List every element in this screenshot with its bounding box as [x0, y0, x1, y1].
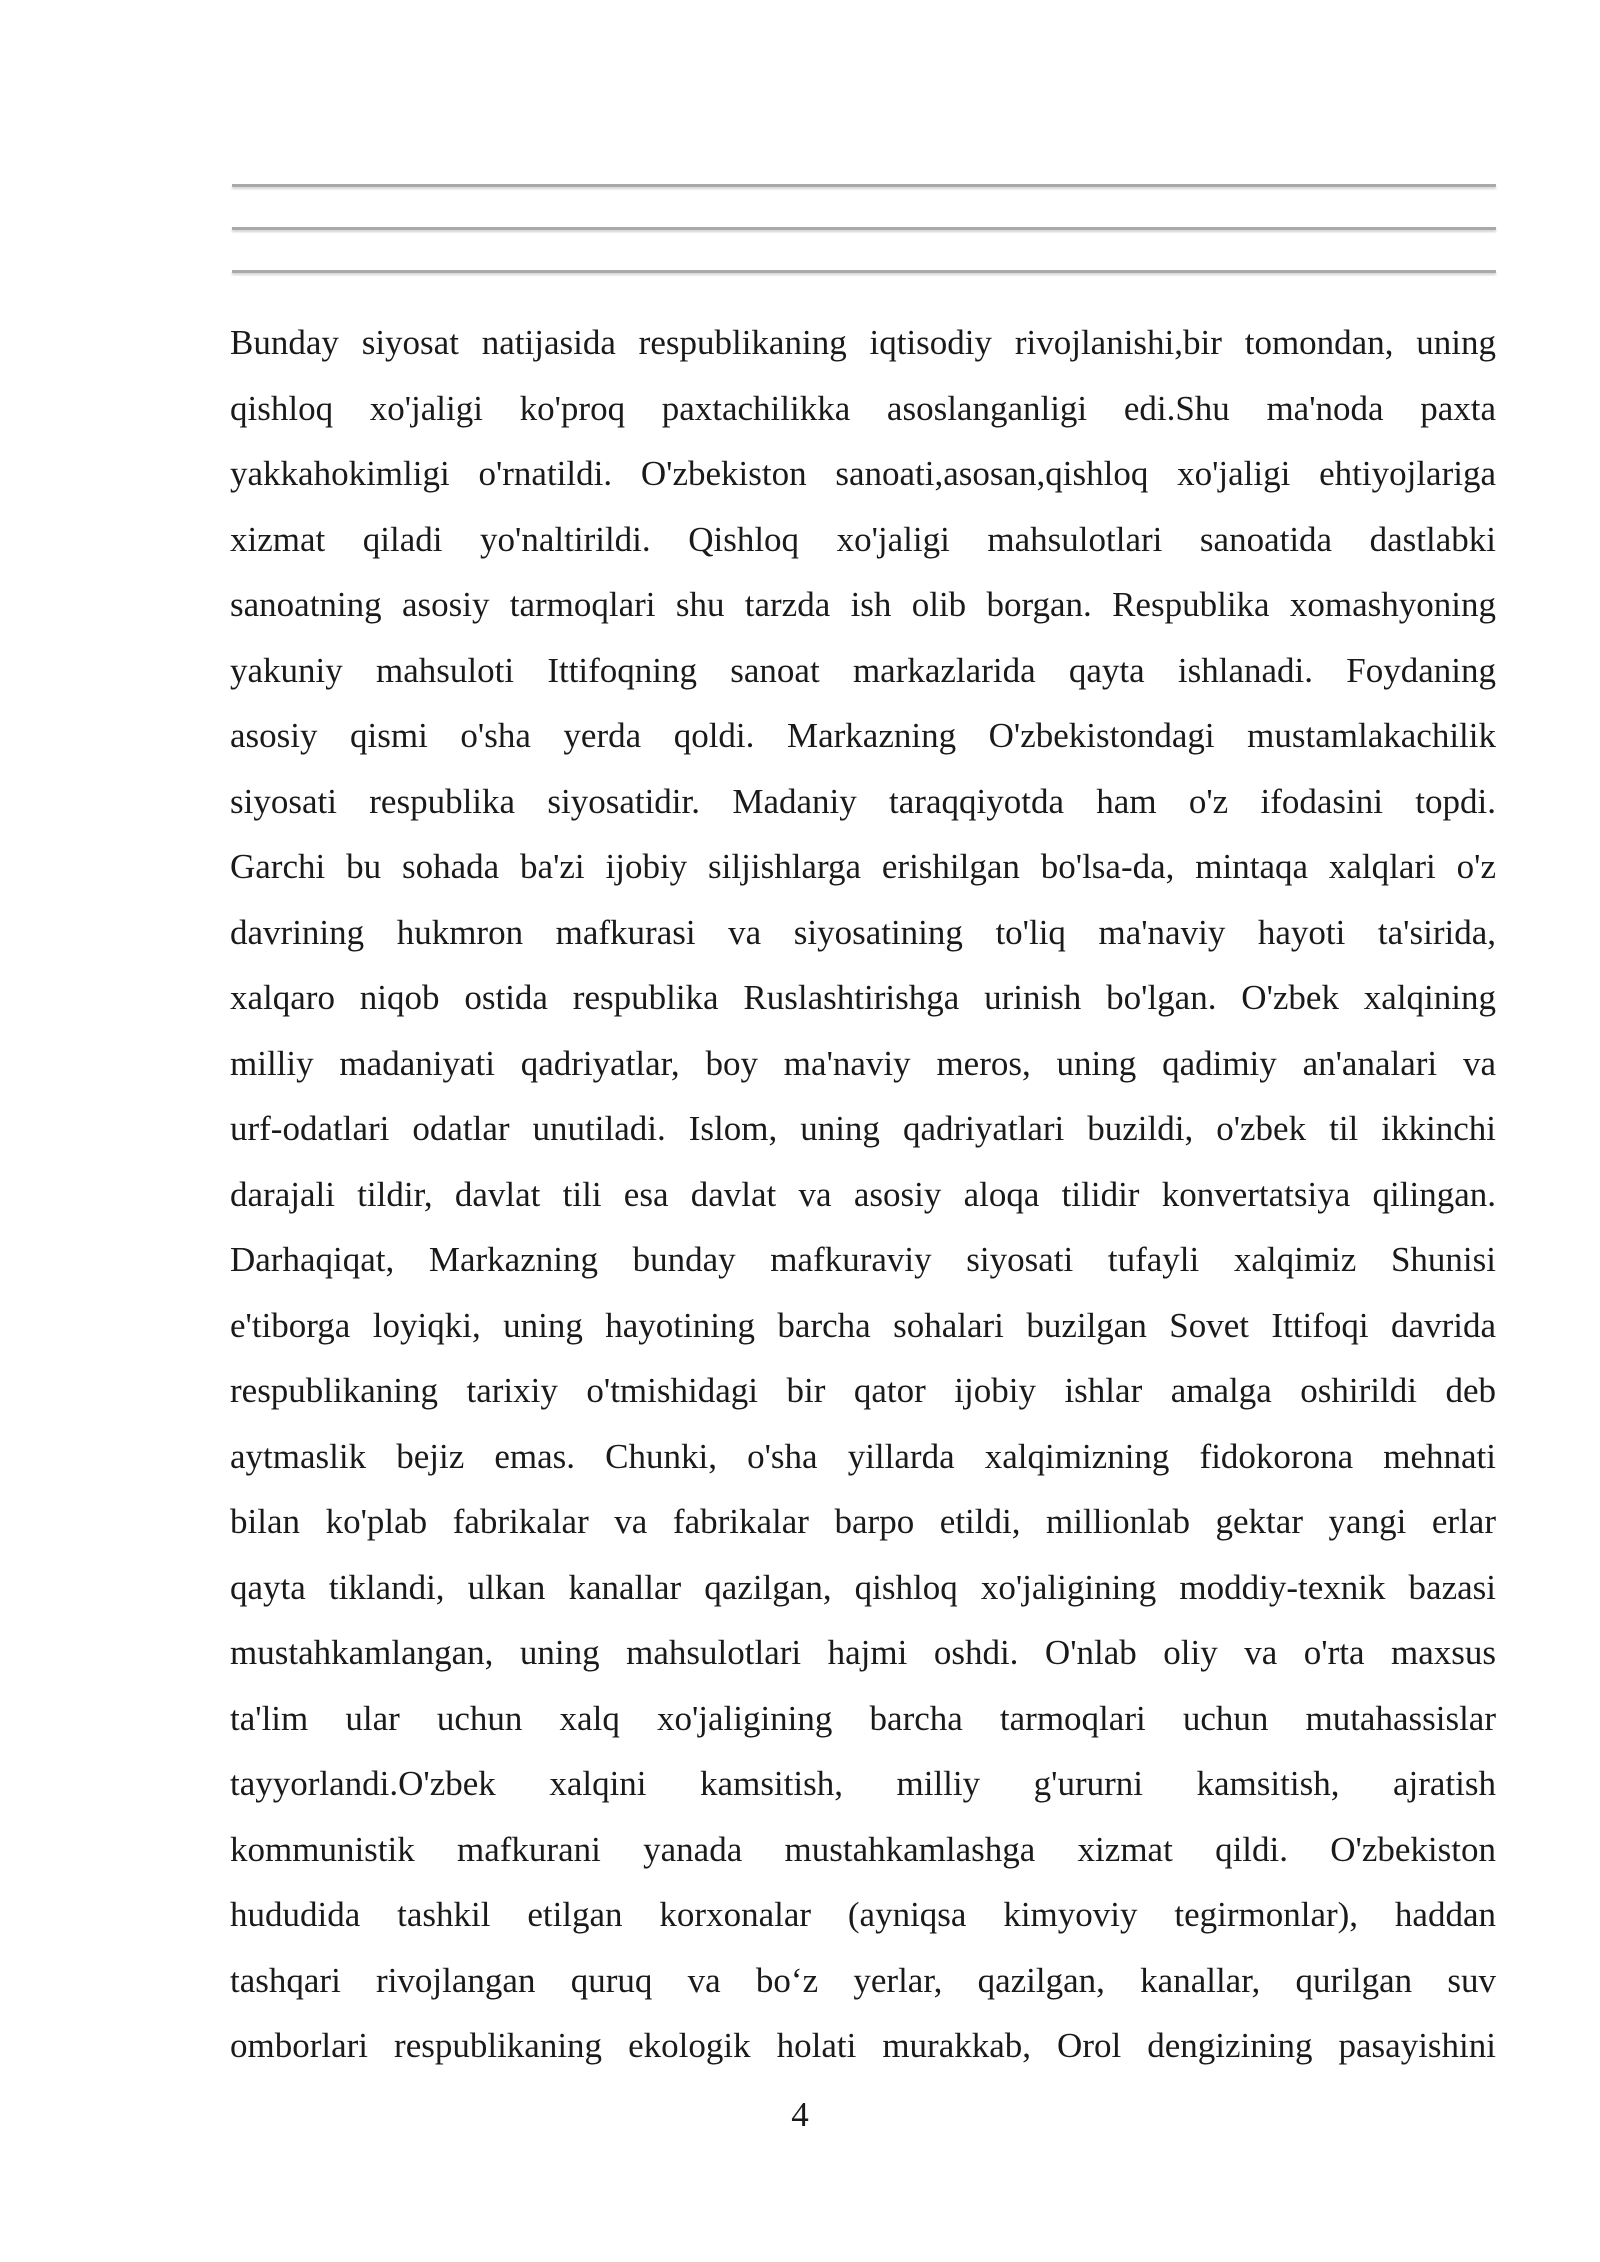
- text-line: asosiy qismi o'sha yerda qoldi. Markazning O'zbekistondagi mustamlakachilik: [230, 716, 1496, 755]
- text-line: siyosati respublika siyosatidir. Madaniy taraqqiyotda ham o'z ifodasini topdi.: [230, 781, 1496, 821]
- text-line: yakkahokimligi o'rnatildi. O'zbekiston sanoati,asosan,qishloq xo'jaligi ehtiyojlariga: [230, 454, 1496, 493]
- text-line: mustahkamlangan, uning mahsulotlari hajmi oshdi. O'nlab oliy va o'rta maxsus: [230, 1633, 1496, 1672]
- text-line: Garchi bu sohada ba'zi ijobiy siljishlarga erishilgan bo'lsa-da, mintaqa xalqlari o'z: [230, 847, 1496, 886]
- text-line: e'tiborga loyiqki, uning hayotining barcha sohalari buzilgan Sovet Ittifoqi davrida: [230, 1305, 1496, 1345]
- page-number: 4: [791, 2095, 809, 2134]
- header-rules: [232, 184, 1496, 313]
- text-line: qishloq xo'jaligi ko'proq paxtachilikka asoslanganligi edi.Shu ma'noda paxta: [230, 388, 1496, 428]
- text-line: darajali tildir, davlat tili esa davlat va asosiy aloqa tilidir konvertatsiya qilingan.: [230, 1174, 1496, 1214]
- text-line: tayyorlandi.O'zbek xalqini kamsitish, milliy g'ururni kamsitish, ajratish: [230, 1764, 1496, 1803]
- text-line: milliy madaniyati qadriyatlar, boy ma'naviy meros, uning qadimiy an'analari va: [230, 1043, 1496, 1083]
- text-line: Darhaqiqat, Markazning bunday mafkuraviy siyosati tufayli xalqimiz Shunisi: [230, 1240, 1496, 1279]
- text-line: xizmat qiladi yo'naltirildi. Qishloq xo'jaligi mahsulotlari sanoatida dastlabki: [230, 519, 1496, 559]
- text-line: tashqari rivojlangan quruq va bo‘z yerlar, qazilgan, kanallar, qurilgan suv: [230, 1960, 1496, 2000]
- text-line: urf-odatlari odatlar unutiladi. Islom, uning qadriyatlari buzildi, o'zbek til ikkinchi: [230, 1109, 1496, 1148]
- text-line: hududida tashkil etilgan korxonalar (ayniqsa kimyoviy tegirmonlar), haddan: [230, 1895, 1496, 1934]
- text-line: aytmaslik bejiz emas. Chunki, o'sha yillarda xalqimizning fidokorona mehnati: [230, 1436, 1496, 1476]
- text-line: qayta tiklandi, ulkan kanallar qazilgan, qishloq xo'jaligining moddiy-texnik bazasi: [230, 1567, 1496, 1607]
- text-line: sanoatning asosiy tarmoqlari shu tarzda ish olib borgan. Respublika xomashyoning: [230, 585, 1496, 624]
- body-paragraph: [230, 310, 1496, 2079]
- text-line: respublikaning tarixiy o'tmishidagi bir qator ijobiy ishlar amalga oshirildi deb: [230, 1371, 1496, 1410]
- text-line: xalqaro niqob ostida respublika Ruslashtirishga urinish bo'lgan. O'zbek xalqining: [230, 978, 1496, 1017]
- header-rule: [232, 227, 1496, 230]
- text-line: Bunday siyosat natijasida respublikaning iqtisodiy rivojlanishi,bir tomondan, uning: [230, 323, 1496, 362]
- text-line: kommunistik mafkurani yanada mustahkamlashga xizmat qildi. O'zbekiston: [230, 1829, 1496, 1869]
- text-line: davrining hukmron mafkurasi va siyosatining to'liq ma'naviy hayoti ta'sirida,: [230, 912, 1496, 952]
- text-line: omborlari respublikaning ekologik holati murakkab, Orol dengizining pasayishini: [230, 2026, 1496, 2065]
- header-rule: [232, 270, 1496, 273]
- text-line: bilan ko'plab fabrikalar va fabrikalar barpo etildi, millionlab gektar yangi erlar: [230, 1502, 1496, 1541]
- text-line: ta'lim ular uchun xalq xo'jaligining barcha tarmoqlari uchun mutahassislar: [230, 1698, 1496, 1738]
- text-line: yakuniy mahsuloti Ittifoqning sanoat markazlarida qayta ishlanadi. Foydaning: [230, 650, 1496, 690]
- header-rule: [232, 184, 1496, 187]
